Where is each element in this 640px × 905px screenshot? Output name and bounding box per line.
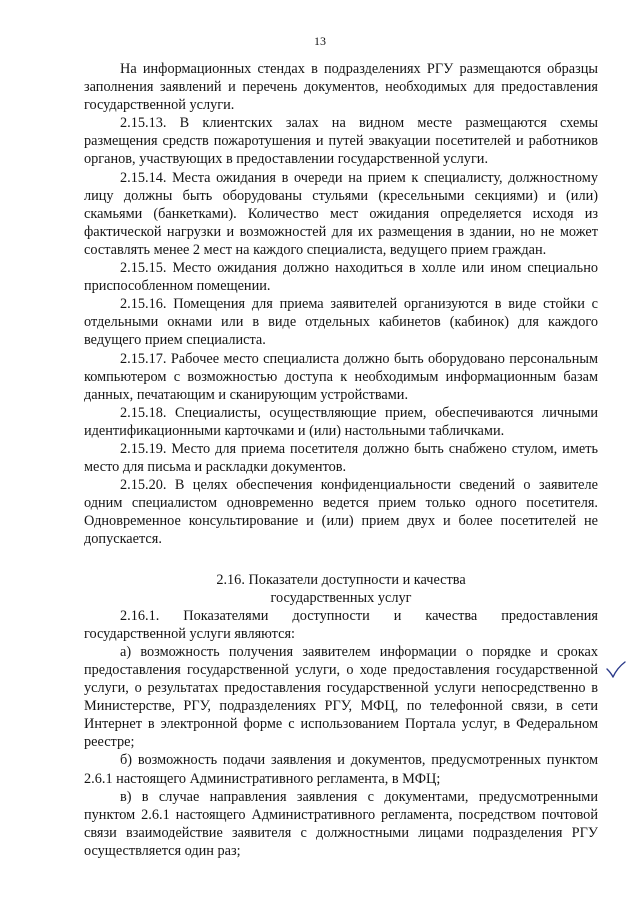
paragraph-2-15-19: 2.15.19. Место для приема посетителя должно быть снабжено стулом, иметь место для письма и раскладки документов. (84, 440, 598, 476)
paragraph-2-15-17: 2.15.17. Рабочее место специалиста должно быть оборудовано персональным компьютером с возможностью доступа к необходимым информационным базам данных, печатающим и сканирующим устройствами. (84, 350, 598, 403)
list-item-b: б) возможность подачи заявления и документов, предусмотренных пунктом 2.6.1 настоящего Административного регламента, в МФЦ; (84, 752, 598, 787)
paragraph-2-15-14: 2.15.14. Места ожидания в очереди на прием к специалисту, должностному лицу должны быть оборудованы стульями (кресельными секциями) и (или) скамьями (банкетками). Количество мест ожидания определяется исходя из фактической нагрузки и возможностей для их размещения в здании, но не может составлять менее 2 мест на каждого специалиста, ведущего прием граждан. (84, 169, 598, 258)
paragraph-2-15-15: 2.15.15. Место ожидания должно находиться в холле или ином специально приспособленном помещении. (84, 260, 598, 295)
paragraph-2-16-1: 2.16.1. Показателями доступности и качества предоставления государственной услуги являются: (84, 607, 598, 642)
section-heading (84, 571, 598, 607)
paragraph-2-15-20: 2.15.20. В целях обеспечения конфиденциальности сведений о заявителе одним специалистом одновременно ведется прием только одного посетителя. Одновременное консультирование и (или) прием двух и более посетителей не допускается. (84, 477, 598, 548)
document-body (84, 60, 598, 860)
list-item-a: а) возможность получения заявителем информации о порядке и сроках предоставления государственной услуги, о ходе предоставления государственной услуги, о результатах предоставления государственной услуги непосредственно в Министерстве, РГУ, подразделениях РГУ, МФЦ, по телефонной связи, в сети Интернет в электронной форме с использованием Портала услуг, в Федеральном реестре; (84, 643, 598, 751)
paragraph-2-15-13: 2.15.13. В клиентских залах на видном месте размещаются схемы размещения средств пожаротушения и путей эвакуации посетителей и работников органов, участвующих в предоставлении государственной услуги. (84, 115, 598, 168)
paragraph-2-15-16: 2.15.16. Помещения для приема заявителей организуются в виде стойки с отдельными окнами или в виде отдельных кабинетов (кабинок) для каждого ведущего прием специалиста. (84, 296, 598, 349)
paragraph-stands: На информационных стендах в подразделениях РГУ размещаются образцы заполнения заявлений и перечень документов, необходимых для предоставления государственной услуги. (84, 61, 598, 114)
paragraph-2-15-18: 2.15.18. Специалисты, осуществляющие прием, обеспечиваются личными идентификационными карточками и (или) настольными табличками. (84, 404, 598, 439)
list-item-v: в) в случае направления заявления с документами, предусмотренными пунктом 2.6.1 настоящего Административного регламента, посредством почтовой связи взаимодействие заявителя с должностными лицами подразделения РГУ осуществляется один раз; (84, 788, 598, 859)
page-number: 13 (314, 34, 326, 48)
handwritten-checkmark-icon (605, 660, 627, 680)
section-heading-line-2: государственных услуг (270, 589, 412, 606)
section-heading-line-1: 2.16. Показатели доступности и качества (216, 571, 466, 588)
